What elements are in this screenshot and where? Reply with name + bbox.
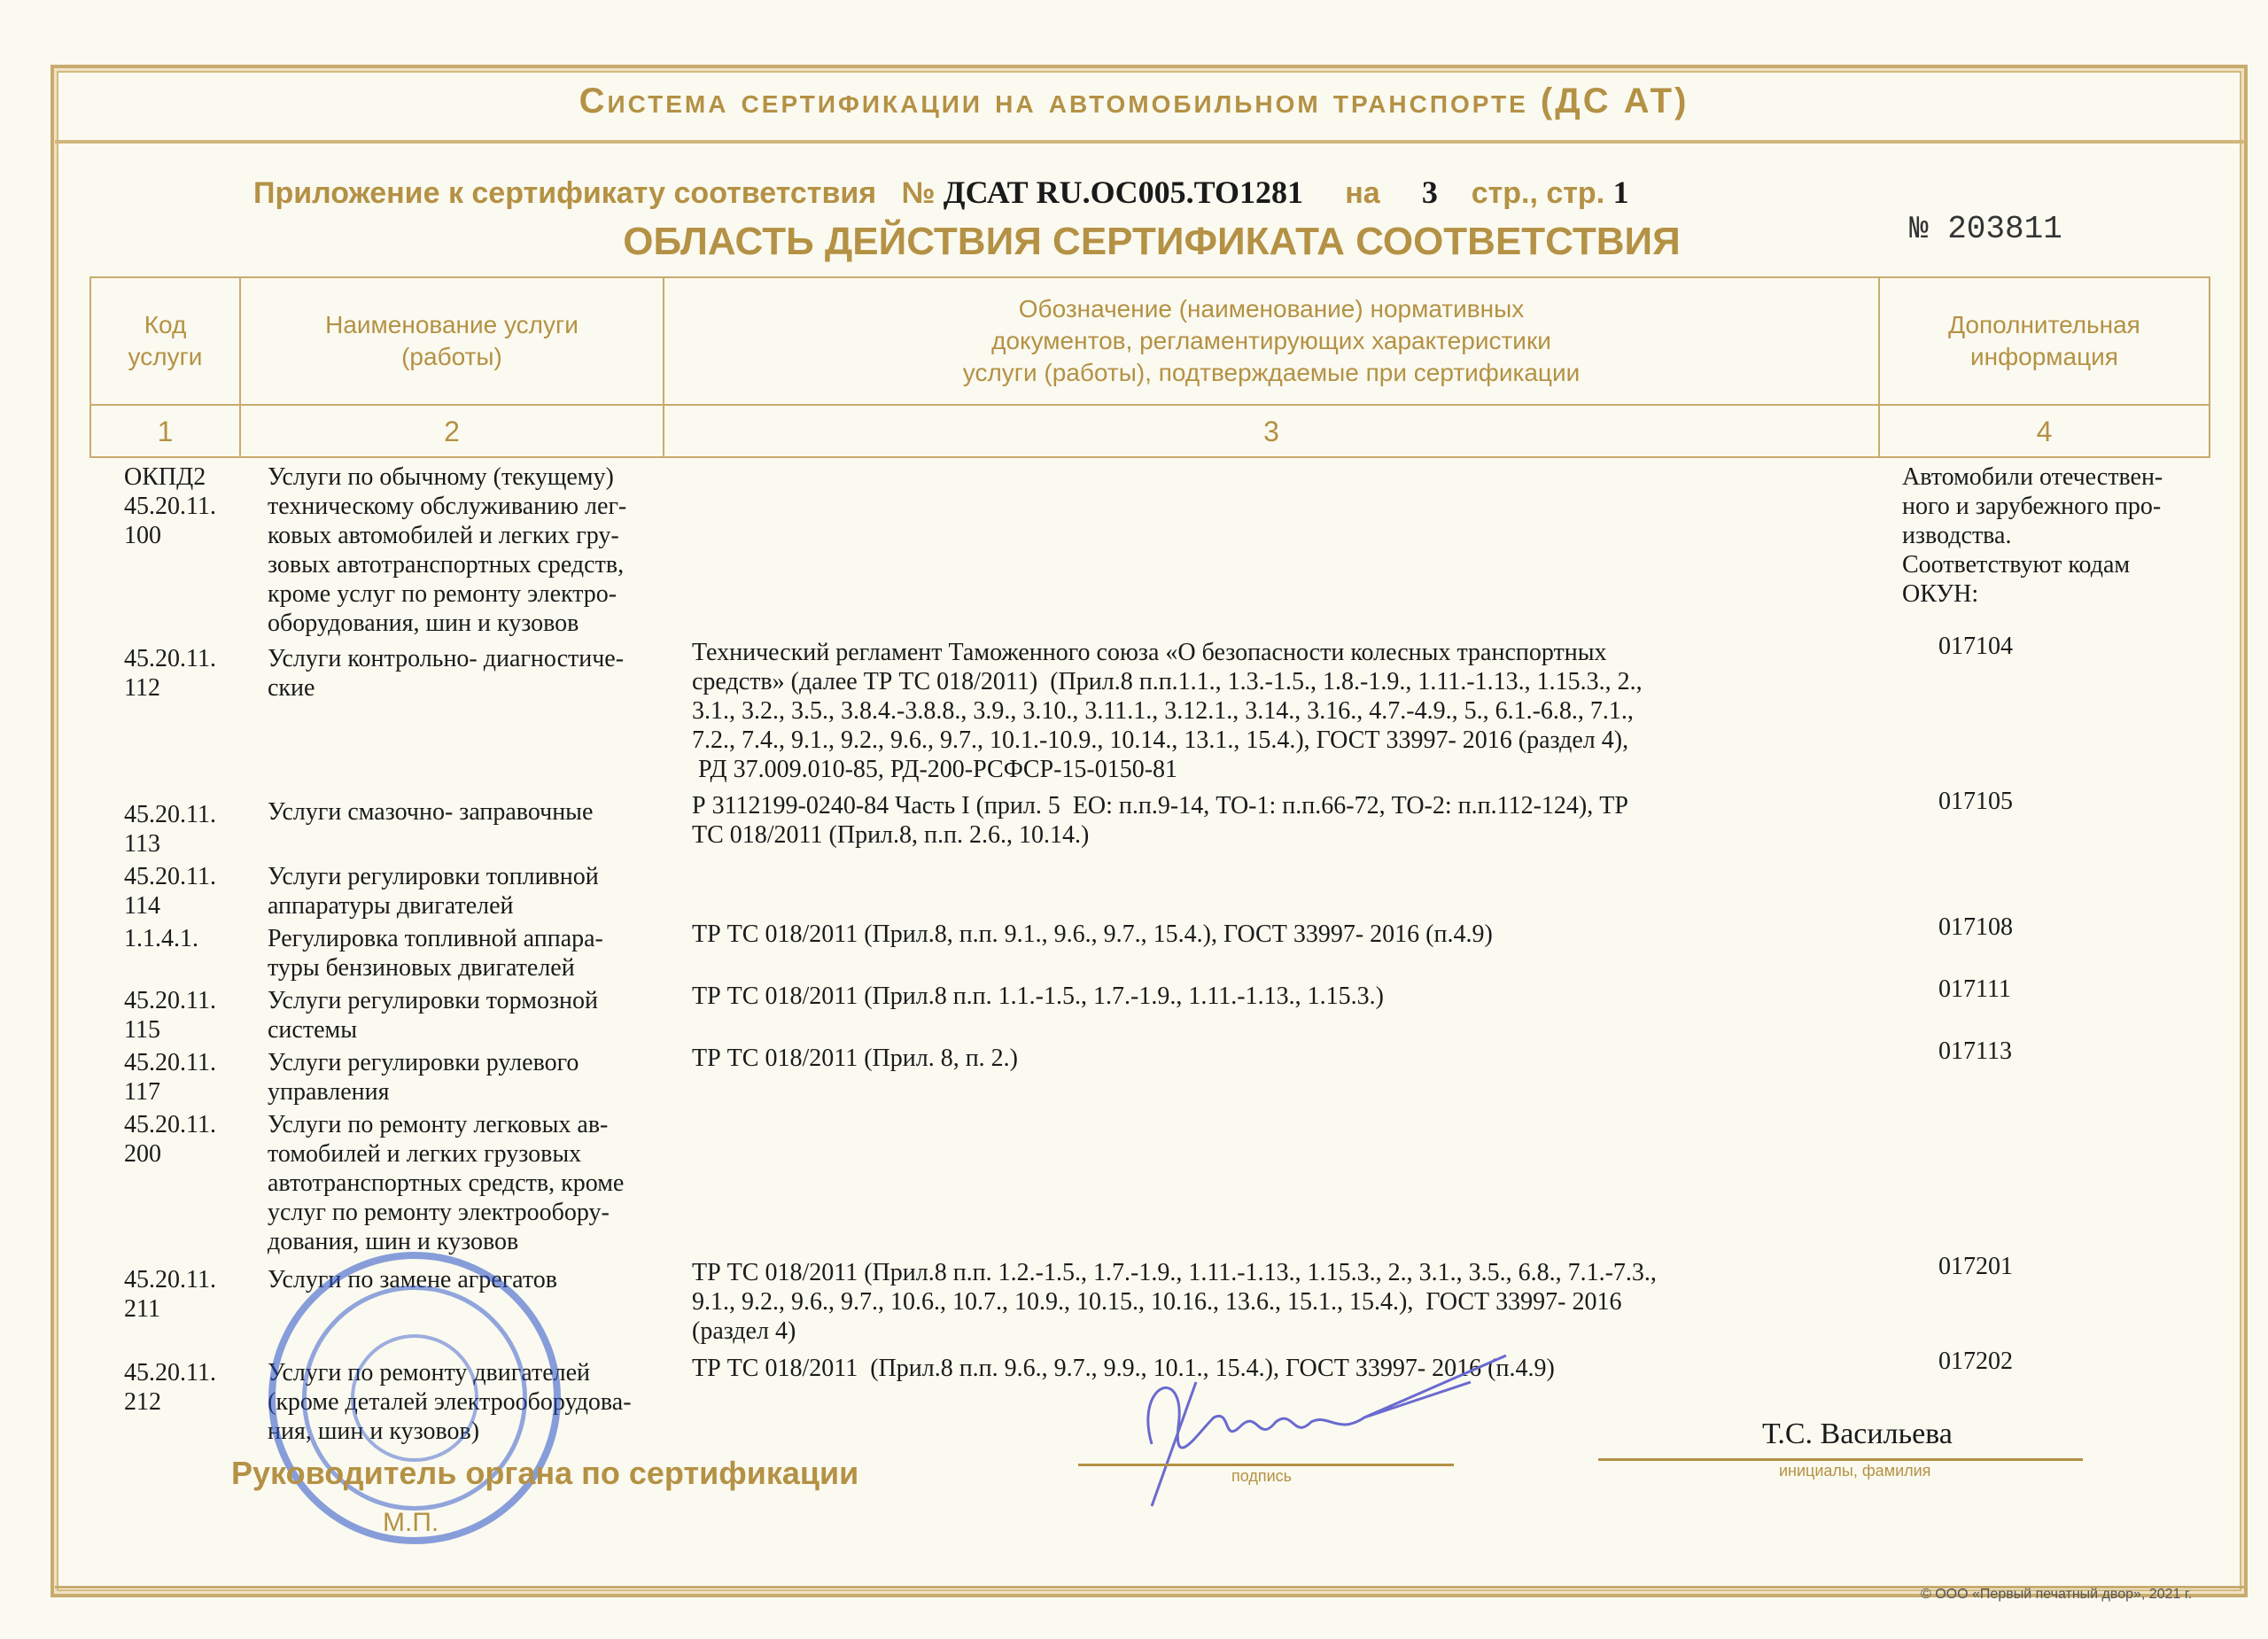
row-okun-code: 017104 [1938, 633, 2013, 660]
row-okun-code: 017111 [1938, 975, 2011, 1003]
signature-scribble [1099, 1329, 1559, 1524]
row-service: Услуги смазочно- заправочные [268, 798, 594, 826]
row-okun-code: 017202 [1938, 1348, 2013, 1375]
column-number: 4 [2036, 415, 2053, 447]
row-service: Регулировка топливной аппара- туры бензиновых двигателей [268, 925, 603, 982]
bottom-border [55, 1586, 2245, 1589]
certificate-number: ДСАТ RU.OC005.TO1281 [943, 175, 1303, 210]
column-number: 2 [444, 415, 460, 447]
row-okun-code: 017201 [1938, 1253, 2013, 1280]
row-service: Услуги регулировки рулевого управления [268, 1049, 579, 1106]
row-documents: Р 3112199-0240-84 Часть I (прил. 5 ЕО: п.п.9-14, ТО-1: п.п.66-72, ТО-2: п.п.112-124), ТР ТС 018/2011 (Прил.8, п.п. 2.6., 10.14.) [692, 792, 1628, 849]
row-okun-code: 017113 [1938, 1037, 2012, 1065]
row-code: 45.20.11. 113 [124, 801, 216, 858]
row-code: ОКПД2 45.20.11. 100 [124, 463, 216, 549]
row-service: Услуги регулировки тормозной системы [268, 987, 598, 1044]
column-number: 1 [157, 415, 174, 447]
row-code: 45.20.11. 212 [124, 1359, 216, 1416]
row-code: 45.20.11. 211 [124, 1266, 216, 1323]
row-okun-code: 017105 [1938, 788, 2013, 815]
signer-name: Т.С. Васильева [1762, 1418, 1953, 1450]
column-header-documents: Обозначение (наименование) нормативных документов, регламентирующих характеристики услуги (работы), подтверждаемые при сертификации [962, 295, 1581, 386]
pages-label: на [1345, 176, 1380, 210]
seal-mark-label: М.П. [383, 1508, 439, 1537]
row-code: 45.20.11. 200 [124, 1111, 216, 1168]
appendix-line [253, 174, 1629, 211]
appendix-label: Приложение к сертификату соответствия [253, 176, 877, 210]
row-service: Услуги по обычному (текущему) техническому обслуживанию лег- ковых автомобилей и легких гру- зовых автотранспортных средств, кроме услуг по ремонту электро- оборудования, шин и кузовов [268, 463, 627, 637]
column-header-code: Код услуги [128, 311, 203, 370]
row-code: 45.20.11. 115 [124, 987, 216, 1044]
row-documents: Технический регламент Таможенного союза «О безопасности колесных транспортных средств» (далее ТР ТС 018/2011) (Прил.8 п.п.1.1., 1.3.-1.5., 1.8.-1.9., 1.11.-1.13., 1.15.3., 2., 3.1., 3.2., 3.5., 3.8.4.-3.8.8., 3.9., 3.10., 3.11.1., 3.12.1., 3.14., 3.16., 4.7.-4.9., 5., 6.1.-6.8., 7.1., 7.2., 7.4., 9.1., 9.2., 9.6., 9.7., 10.1.-10.9., 10.14., 13.1., 15.4.), ГОСТ 33997- 2016 (раздел 4), РД 37.009.010-85, РД-200-РСФСР-15-0150-81 [692, 639, 1643, 783]
row-service: Услуги по ремонту двигателей (кроме деталей электрооборудова- ния, шин и кузовов) [268, 1359, 632, 1445]
name-caption: инициалы, фамилия [1779, 1462, 1931, 1480]
system-title: Система сертификации на автомобильном транспорте (ДС АТ) [579, 82, 1689, 120]
form-serial-number: № 203811 [1909, 211, 2062, 247]
column-header-info: Дополнительная информация [1948, 311, 2140, 370]
row-code: 45.20.11. 117 [124, 1049, 216, 1106]
row-service: Услуги по ремонту легковых ав- томобилей и легких грузовых автотранспортных средств, кроме услуг по ремонту электрообору- дования, шин и кузовов [268, 1111, 625, 1255]
row-documents: ТР ТС 018/2011 (Прил.8 п.п. 1.2.-1.5., 1.7.-1.9., 1.11.-1.13., 1.15.3., 2., 3.1., 3.5., 6.8., 7.1.-7.3., 9.1., 9.2., 9.6., 9.7., 10.6., 10.7., 10.9., 10.15., 10.16., 13.6., 15.1., 15.4.), ГОСТ 33997- 2016 (раздел 4) [692, 1259, 1657, 1345]
name-line [1598, 1458, 2083, 1461]
row-okun-code: 017108 [1938, 913, 2013, 941]
signature-line [1078, 1464, 1454, 1466]
row-documents: ТР ТС 018/2011 (Прил. 8, п. 2.) [692, 1045, 1019, 1072]
column-header-service: Наименование услуги (работы) [325, 311, 579, 370]
pages-total: 3 [1421, 175, 1438, 210]
table-header [89, 276, 2210, 458]
row-code: 1.1.4.1. [124, 925, 198, 952]
column-number: 3 [1263, 415, 1279, 447]
signature-caption: подпись [1231, 1467, 1293, 1485]
head-of-body-label: Руководитель органа по сертификации [231, 1455, 859, 1491]
copyright: © ООО «Первый печатный двор», 2021 г. [1921, 1587, 2193, 1602]
row-documents: ТР ТС 018/2011 (Прил.8 п.п. 1.1.-1.5., 1.7.-1.9., 1.11.-1.13., 1.15.3.) [692, 983, 1384, 1010]
page-current: 1 [1612, 175, 1629, 210]
row-code: 45.20.11. 114 [124, 863, 216, 920]
row-service: Услуги регулировки топливной аппаратуры двигателей [268, 863, 599, 920]
row-documents: ТР ТС 018/2011 (Прил.8 п.п. 9.6., 9.7., 9.9., 10.1., 15.4.), ГОСТ 33997- 2016 (п.4.9) [692, 1355, 1555, 1382]
header-divider [55, 140, 2245, 144]
number-sign: № [901, 176, 936, 210]
row-code: 45.20.11. 112 [124, 645, 216, 702]
row-service: Услуги по замене агрегатов [268, 1266, 557, 1293]
certification-seal-stamp [268, 1252, 561, 1544]
page-label: стр., стр. [1471, 176, 1605, 210]
row-documents: ТР ТС 018/2011 (Прил.8, п.п. 9.1., 9.6., 9.7., 15.4.), ГОСТ 33997- 2016 (п.4.9) [692, 920, 1493, 948]
row-service: Услуги контрольно- диагностиче- ские [268, 645, 625, 702]
info-note: Автомобили отечествен- ного и зарубежного про- изводства. Соответствуют кодам ОКУН: [1902, 463, 2163, 608]
scope-title: ОБЛАСТЬ ДЕЙСТВИЯ СЕРТИФИКАТА СООТВЕТСТВИЯ [623, 220, 1681, 263]
